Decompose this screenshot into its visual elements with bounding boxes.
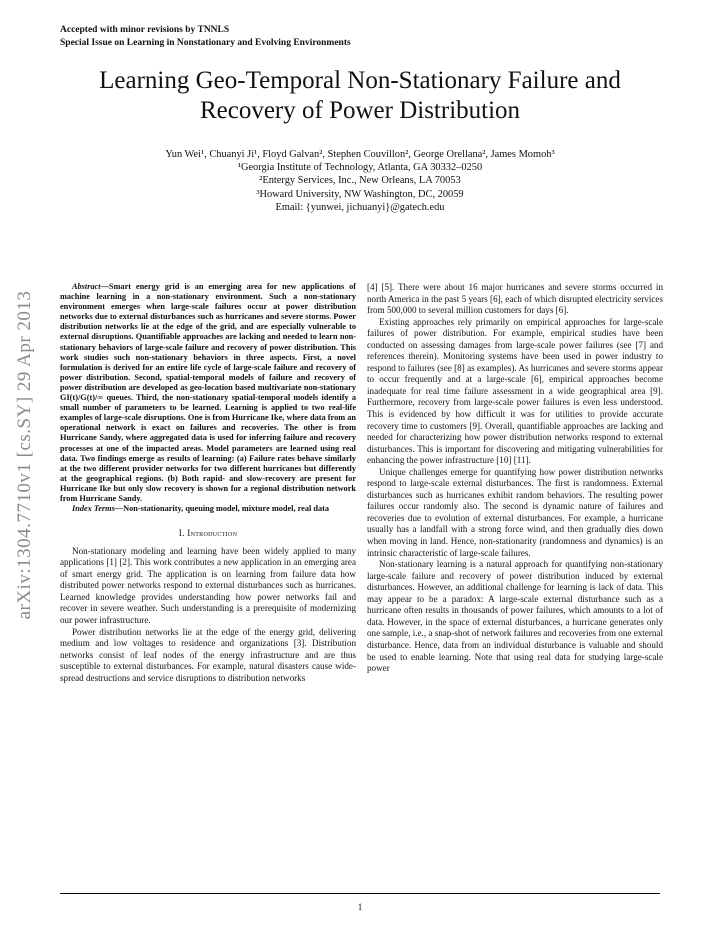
arxiv-sidebar <box>10 260 40 650</box>
arxiv-identifier: arXiv:1304.7710v1 [cs.SY] 29 Apr 2013 <box>14 290 35 620</box>
page-number: 1 <box>357 902 363 912</box>
footer-rule <box>60 893 660 894</box>
acceptance-note: Accepted with minor revisions by TNNLS <box>60 25 230 35</box>
right-paragraph-4: Non-stationary learning is a natural approach for quantifying non-stationary large-scale failure and recovery of power distribution induced by external disturbances. However, an additional challenge for learning is lack of data. This may appear to be a paradox: A large-scale external disturbance such as a hurricane often results in thousands of power failures, which amounts to a lot of data. However, in the space of external disturbances, a hurricane generates only one sample, i.e., a snap-shot of network failures and recoveries from one external disturbance. Hence, data from an individual disturbance is valuable and should be used to enable learning. Note that using real data for studying large-scale power <box>367 559 663 674</box>
affiliation-1: ¹Georgia Institute of Technology, Atlanta, GA 30332–0250 <box>237 162 483 174</box>
abstract-text: —Smart energy grid is an emerging area for new applications of machine learning in a non-stationary environment. Such a non-stationary environment emerges when large-scale failures occur at power distribution networks due to external disturbances such as hurricanes and severe storms. Power distribution networks lie at the edge of the grid, and are especially vulnerable to external disruptions. Quantifiable approaches are lacking and needed to learn non-stationary behaviors of large-scale failure and recovery of power distribution. This work studies such non-stationary behaviors in three aspects. First, a novel formulation is derived for an entire life cycle of large-scale failure and recovery of power distribution. Second, spatial-temporal models of failure and recovery of power distribution are developed as geo-location based multivariate non-stationary GI(t)/G(t)/∞ queues. Third, the non-stationary spatial-temporal models identify a small number of parameters to be learned. Learning is applied to two real-life examples of large-scale disruptions. One is from Hurricane Ike, where data from an operational network is exact on failures and recoveries. The other is from Hurricane Sandy, where aggregated data is used for inferring failure and recovery processes at one of the impacted areas. Model parameters are learned using real data. Two findings emerge as results of learning: (a) Failure rates behave similarly at the two different provider networks for two different hurricanes but differently at the geographical regions. (b) Both rapid- and slow-recovery are present for Hurricane Ike but only slow recovery is shown for a regional distribution network from Hurricane Sandy. <box>60 282 356 503</box>
abstract <box>60 282 356 514</box>
left-column <box>60 282 356 684</box>
abstract-paragraph <box>60 282 356 504</box>
paper-title <box>30 66 690 126</box>
author-email: Email: {yunwei, jichuanyi}@gatech.edu <box>275 201 445 213</box>
section-heading-introduction: I. Introduction <box>178 528 238 539</box>
special-issue-note: Special Issue on Learning in Nonstationary and Evolving Environments <box>60 38 351 48</box>
intro-paragraph-2: Power distribution networks lie at the edge of the energy grid, delivering medium and low voltages to residence and organizations [3]. Distribution networks consist of leaf nodes of the energy infrastructure and are thus susceptible to external disturbances. For example, natural disasters cause wide-spread destructions and service disruptions to distribution networks <box>60 626 356 683</box>
index-terms-text: —Non-stationarity, queuing model, mixture model, real data <box>114 504 330 514</box>
title-line-1: Learning Geo-Temporal Non-Stationary Failure and <box>99 67 621 94</box>
affiliation-2: ²Entergy Services, Inc., New Orleans, LA 70053 <box>259 175 461 187</box>
author-names: Yun Wei¹, Chuanyi Ji¹, Floyd Galvan², Stephen Couvillon², George Orellana², James Momoh³ <box>165 149 555 160</box>
intro-paragraph-1: Non-stationary modeling and learning have been widely applied to many applications [1] [2]. This work contributes a new application in an emerging area of smart energy grid. The application is on learning from failure data how distributed power networks respond to external disturbances such as hurricanes. Learned knowledge provides understanding how power networks fail and recover in severe weather. Such understanding is a prerequisite of modernizing our power infrastructure. <box>60 545 356 625</box>
affiliation-3: ³Howard University, NW Washington, DC, 20059 <box>256 188 464 200</box>
publication-note <box>60 24 351 50</box>
right-column <box>367 282 663 675</box>
right-paragraph-2: Existing approaches rely primarily on empirical approaches for large-scale failures of power distribution. For example, empirical studies have been conducted on assessing damages from large-scale power failures (see [7] and references therein). Monitoring systems have been used in power industry to respond to failures (see [8] as examples). As hurricanes and severe storms appear to occur frequently and at a large-scale [6], empirical approaches become inadequate for real time failure assessment in a wide geographical area [9]. Furthermore, recovery from large-scale power failures is even less understood. This is evidenced by how difficult it was for utilities to provide accurate recovery time to customers [9]. Overall, quantifiable approaches are lacking and needed for characterizing how power distribution networks respond to external disturbances. This is important for discovering and mitigating vulnerabilities for enhancing the power infrastructure [10] [11]. <box>367 316 663 466</box>
author-block <box>60 148 660 214</box>
right-paragraph-3: Unique challenges emerge for quantifying how power distribution networks respond to large-scale external disturbances. The first is randomness. External disturbances such as hurricanes exhibit random behaviors. The resulting power failures occur randomly also. The second is dynamic nature of failures and recoveries due to evolution of external disturbances. For example, a hurricane usually has a landfall with a strong force wind, and then gradually dies down when moving in land. Hence, non-stationarity (randomness and dynamics) is an intrinsic characteristic of large-scale failures. <box>367 466 663 558</box>
index-terms-label: Index Terms <box>72 504 115 514</box>
index-terms <box>60 504 356 514</box>
abstract-label: Abstract <box>72 282 101 291</box>
title-line-2: Recovery of Power Distribution <box>199 97 521 124</box>
right-paragraph-1: [4] [5]. There were about 16 major hurricanes and severe storms occurred in north America in the past 5 years [6], each of which disrupted electricity services from 500,000 to several million customers for days [6]. <box>367 282 663 316</box>
